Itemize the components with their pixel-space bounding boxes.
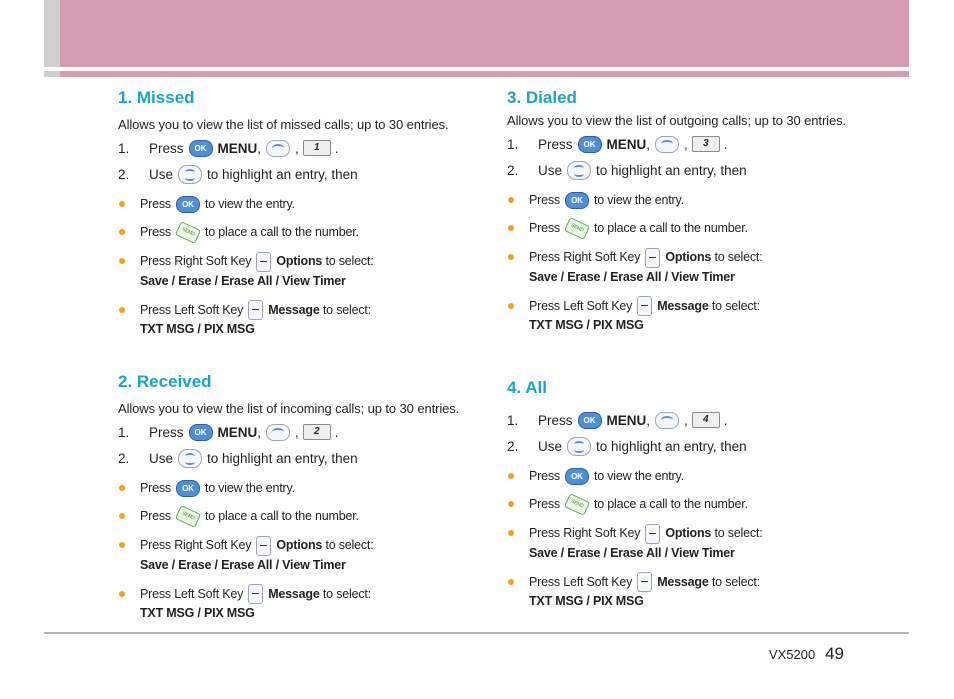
ok-key-icon: OK bbox=[176, 480, 200, 497]
model-name: VX5200 bbox=[768, 647, 816, 662]
section-description: Allows you to view the list of incoming calls; up to 30 entries. bbox=[118, 401, 460, 416]
soft-key-icon bbox=[256, 536, 271, 556]
ok-key-icon: OK bbox=[189, 140, 213, 157]
navigation-key-icon bbox=[655, 412, 679, 429]
step-1: 1. Press OK MENU , , 4 . bbox=[507, 412, 728, 428]
header-pink-band bbox=[60, 0, 909, 67]
navigation-key-icon bbox=[266, 140, 290, 157]
soft-key-icon bbox=[256, 252, 271, 272]
step-2: 2. Use to highlight an entry, then bbox=[507, 438, 747, 454]
footer-divider bbox=[44, 632, 909, 634]
soft-key-icon bbox=[248, 584, 263, 604]
page-number: 49 bbox=[825, 644, 844, 663]
section-missed bbox=[118, 88, 508, 339]
navigation-key-icon bbox=[655, 136, 679, 153]
header-divider-grey bbox=[44, 71, 60, 77]
header-grey-block bbox=[44, 0, 60, 67]
bullet-item: Press SEND to place a call to the number. bbox=[507, 218, 897, 238]
step-2: 2. Use to highlight an entry, then bbox=[118, 166, 358, 182]
step-2: 2. Use to highlight an entry, then bbox=[507, 162, 747, 178]
bullet-item: Press SEND to place a call to the number. bbox=[507, 494, 897, 514]
ok-key-icon: OK bbox=[578, 136, 602, 153]
bullet-item: Press Left Soft Key Message to select: TXT MSG / PIX MSG bbox=[118, 584, 508, 624]
bullet-list bbox=[507, 190, 897, 335]
soft-key-icon bbox=[645, 524, 660, 544]
section-title: 1. Missed bbox=[118, 88, 195, 107]
navigation-key-icon bbox=[567, 437, 591, 456]
bullet-item: Press OK to view the entry. bbox=[507, 466, 897, 486]
bullet-item: Press OK to view the entry. bbox=[118, 478, 508, 498]
bullet-item: Press Left Soft Key Message to select: TXT MSG / PIX MSG bbox=[507, 296, 897, 336]
number-key-icon: 1 bbox=[303, 140, 331, 156]
step-1: 1. Press OK MENU , , 1 . bbox=[118, 140, 339, 156]
bullet-item: Press Right Soft Key Options to select: Save / Erase / Erase All / View Timer bbox=[118, 251, 508, 291]
step-1: 1. Press OK MENU , , 2 . bbox=[118, 424, 339, 440]
section-description: Allows you to view the list of missed calls; up to 30 entries. bbox=[118, 117, 449, 132]
bullet-list bbox=[118, 194, 508, 339]
section-received bbox=[118, 372, 508, 623]
bullet-item: Press Right Soft Key Options to select: Save / Erase / Erase All / View Timer bbox=[118, 535, 508, 575]
soft-key-icon bbox=[248, 300, 263, 320]
page-footer bbox=[769, 644, 844, 664]
section-description: Allows you to view the list of outgoing calls; up to 30 entries. bbox=[507, 113, 847, 128]
bullet-item: Press SEND to place a call to the number. bbox=[118, 222, 508, 242]
ok-key-icon: OK bbox=[189, 424, 213, 441]
number-key-icon: 4 bbox=[692, 412, 720, 428]
send-key-icon: SEND bbox=[564, 493, 590, 516]
number-key-icon: 2 bbox=[303, 424, 331, 440]
section-title: 4. All bbox=[507, 378, 547, 397]
bullet-item: Press OK to view the entry. bbox=[118, 194, 508, 214]
bullet-item: Press SEND to place a call to the number. bbox=[118, 506, 508, 526]
send-key-icon: SEND bbox=[175, 505, 201, 528]
send-key-icon: SEND bbox=[564, 217, 590, 240]
section-dialed bbox=[507, 88, 897, 335]
ok-key-icon: OK bbox=[565, 192, 589, 209]
navigation-key-icon bbox=[567, 161, 591, 180]
section-all bbox=[507, 378, 897, 611]
bullet-item: Press Right Soft Key Options to select: Save / Erase / Erase All / View Timer bbox=[507, 523, 897, 563]
bullet-item: Press Left Soft Key Message to select: TXT MSG / PIX MSG bbox=[507, 572, 897, 612]
bullet-item: Press Right Soft Key Options to select: Save / Erase / Erase All / View Timer bbox=[507, 247, 897, 287]
soft-key-icon bbox=[637, 572, 652, 592]
section-title: 3. Dialed bbox=[507, 88, 577, 107]
bullet-list bbox=[507, 466, 897, 611]
soft-key-icon bbox=[637, 296, 652, 316]
navigation-key-icon bbox=[178, 449, 202, 468]
ok-key-icon: OK bbox=[578, 412, 602, 429]
ok-key-icon: OK bbox=[176, 196, 200, 213]
bullet-item: Press Left Soft Key Message to select: TXT MSG / PIX MSG bbox=[118, 300, 508, 340]
send-key-icon: SEND bbox=[175, 221, 201, 244]
bullet-list bbox=[118, 478, 508, 623]
navigation-key-icon bbox=[266, 424, 290, 441]
header-divider-pink bbox=[60, 71, 909, 77]
ok-key-icon: OK bbox=[565, 468, 589, 485]
step-2: 2. Use to highlight an entry, then bbox=[118, 450, 358, 466]
bullet-item: Press OK to view the entry. bbox=[507, 190, 897, 210]
section-title: 2. Received bbox=[118, 372, 212, 391]
number-key-icon: 3 bbox=[692, 136, 720, 152]
step-1: 1. Press OK MENU , , 3 . bbox=[507, 136, 728, 152]
navigation-key-icon bbox=[178, 165, 202, 184]
soft-key-icon bbox=[645, 248, 660, 268]
